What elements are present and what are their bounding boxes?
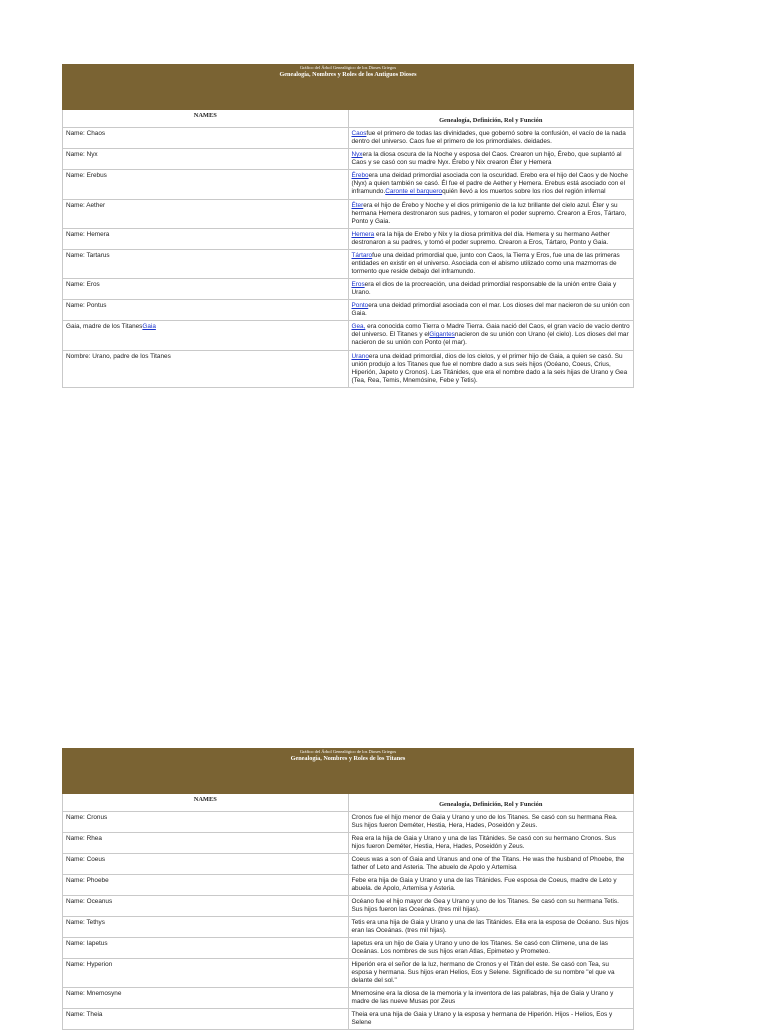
row-name: Name: Eros <box>63 279 349 300</box>
row-name: Name: Aether <box>63 200 349 229</box>
deity-link[interactable]: Eros <box>351 281 365 288</box>
row-name: Name: Erebus <box>63 170 349 200</box>
table-row <box>63 854 634 875</box>
table-row <box>63 812 634 833</box>
column-header-description: Genealogía, Definición, Rol y Función <box>348 794 634 812</box>
table-row <box>63 988 634 1009</box>
row-description <box>348 351 634 388</box>
table-row <box>63 170 634 200</box>
row-name: Name: Oceanus <box>63 896 349 917</box>
row-name: Name: Tethys <box>63 917 349 938</box>
table-row <box>63 229 634 250</box>
row-description <box>348 128 634 149</box>
row-text: era una deidad primordial, dios de los cielos, y el primer hijo de Gaia, a quien se casó. Su unión produjo a los Titanes que fue el nombre dado a sus seis hijos (Océano, Coeus, Crius, Hiperión, Japeto y Cronos). Las Titánides, que era el nombre dado a la seis hijas de Urano y Gea (Tea, Rea, Temis, Mnemósine, Febe y Tetis). <box>351 353 628 384</box>
row-name: Name: Cronus <box>63 812 349 833</box>
table-row <box>63 250 634 279</box>
row-text: era el dios de la procreación, una deidad primordial responsable de la unión entre Gaia y Urano. <box>351 281 617 296</box>
row-description: Mnemosine era la diosa de la memoria y la inventora de las palabras, hija de Gaia y Urano y madre de las nueve Musas por Zeus <box>348 988 634 1009</box>
row-text: era una deidad primordial asociada con la oscuridad. Erebo era el hijo del Caos y de Noche (Nyx) a quien también se casó. Él fue el padre de Aether y Hemera. Erebus está asociado con el inframundo. <box>351 172 628 195</box>
table-row <box>63 321 634 351</box>
row-text: nacieron de su unión con Urano (el cielo). Los dioses del mar nacieron de su unión con Ponto (el mar). <box>351 331 629 346</box>
row-description <box>348 170 634 200</box>
row-name: Name: Chaos <box>63 128 349 149</box>
gaia-link[interactable]: Gaia <box>142 323 156 330</box>
deity-link[interactable]: Érebo <box>351 172 369 179</box>
table-banner <box>63 749 634 794</box>
deity-link[interactable]: Ponto <box>351 302 369 309</box>
row-description: Iapetus era un hijo de Gaia y Urano y uno de los Titanes. Se casó con Climene, una de las Oceánas. Los nombres de sus hijos eran Atlas, Epimeteo y Prometeo. <box>348 938 634 959</box>
banner-subtitle: Gráfico del Árbol Genealógico de los Dioses Griegos <box>299 749 397 754</box>
column-header-names: NAMES <box>63 110 349 128</box>
row-name <box>63 321 349 351</box>
table-row <box>63 279 634 300</box>
table-banner <box>63 65 634 110</box>
table-row <box>63 200 634 229</box>
row-description: Theia era una hija de Gaia y Urano y la esposa y hermana de Hiperión. Hijos - Helios, Eos y Selene <box>348 1009 634 1030</box>
row-description <box>348 229 634 250</box>
table-row <box>63 351 634 388</box>
row-name: Name: Iapetus <box>63 938 349 959</box>
deity-link[interactable]: Caos <box>351 130 367 137</box>
row-description: Hiperión era el señor de la luz, hermano de Cronos y el Titán del este. Se casó con Tea, su esposa y hermana. Sus hijos eran Helios, Eos y Selene. Significado de su nombre "el que va delante del sol." <box>348 959 634 988</box>
row-name: Name: Mnemosyne <box>63 988 349 1009</box>
table-row <box>63 1009 634 1030</box>
row-description <box>348 300 634 321</box>
titans-table <box>62 748 634 1030</box>
column-header-description: Genealogía, Definición, Rol y Función <box>348 110 634 128</box>
banner-title: Genealogía, Nombres y Roles de los Antiguos Dioses <box>279 71 417 78</box>
giants-link[interactable]: Gigantes <box>429 331 455 338</box>
deity-link[interactable]: Nyx <box>351 151 363 158</box>
column-header-names: NAMES <box>63 794 349 812</box>
deity-link[interactable]: Éter <box>351 202 364 209</box>
row-description: Cronos fue el hijo menor de Gaia y Urano y uno de los Titanes. Se casó con su hermana Rea. Sus hijos fueron Deméter, Hestia, Hera, Hades, Poseidón y Zeus. <box>348 812 634 833</box>
table-row <box>63 875 634 896</box>
table-row <box>63 896 634 917</box>
row-text: quién llevó a los muertos sobre los ríos del región infernal <box>442 188 606 195</box>
row-description: Coeus was a son of Gaia and Uranus and one of the Titans. He was the husband of Phoebe, the father of Leto and Asteria. The abuelo de Apolo y Artemisa <box>348 854 634 875</box>
row-name: Name: Tartarus <box>63 250 349 279</box>
table-row <box>63 959 634 988</box>
banner-subtitle: Gráfico del Árbol Genealógico de los Dioses Griegos <box>299 65 397 70</box>
deity-link[interactable]: Urano <box>351 353 369 360</box>
table-row <box>63 833 634 854</box>
table-row <box>63 149 634 170</box>
row-name: Name: Nyx <box>63 149 349 170</box>
row-description <box>348 279 634 300</box>
row-description <box>348 250 634 279</box>
row-name: Name: Theia <box>63 1009 349 1030</box>
row-text: era la diosa oscura de la Noche y esposa del Caos. Crearon un hijo, Érebo, que suplantó al Caos y se casó con su madre Nyx. Érebo y Nix crearon Éter y Hemera <box>351 151 622 166</box>
table-row <box>63 128 634 149</box>
row-description <box>348 149 634 170</box>
table-row <box>63 938 634 959</box>
row-name: Name: Phoebe <box>63 875 349 896</box>
row-name-text: Gaia, madre de los Titanes <box>66 323 143 330</box>
row-name: Name: Rhea <box>63 833 349 854</box>
gods-table <box>62 64 634 388</box>
table-row <box>63 917 634 938</box>
row-description: Febe era hija de Gaia y Urano y una de las Titánides. Fue esposa de Coeus, madre de Leto y abuela. de Apolo, Artemisa y Asteria. <box>348 875 634 896</box>
row-description <box>348 200 634 229</box>
table-row <box>63 300 634 321</box>
row-description: Tetis era una hija de Gaia y Urano y una de las Titánides. Ella era la esposa de Océano. Sus hijos eran las Oceánas. (tres mil hijas). <box>348 917 634 938</box>
row-text: era conocida como Tierra o Madre Tierra. Gaia nació del Caos, el gran vacío de vacío dentro del universo. El Titanes y el <box>351 323 630 338</box>
row-name: Name: Coeus <box>63 854 349 875</box>
row-name: Name: Hemera <box>63 229 349 250</box>
row-name: Name: Hyperion <box>63 959 349 988</box>
row-text: fue una deidad primordial que, junto con Caos, la Tierra y Eros, fue una de las primeras entidades en existir en el universo. Asociada con el abismo utilizado como una mazmorras de tormento que reside debajo del inframundo. <box>351 252 620 275</box>
deity-link[interactable]: Gea, <box>351 323 366 330</box>
row-name: Nombre: Urano, padre de los Titanes <box>63 351 349 388</box>
row-text: era el hijo de Érebo y Noche y el dios primigenio de la luz brillante del cielo azul. Éter y su hermana Hemera destronaron sus padres, y tomaron el poder supremo. Crearon a Eros, Tártaro, Ponto y Gaia. <box>351 202 627 225</box>
row-description: Océano fue el hijo mayor de Gea y Urano y uno de los Titanes. Se casó con su hermana Tetis. Sus hijos fueron las Oceánas. (tres mil hijas). <box>348 896 634 917</box>
deity-link[interactable]: Hemera <box>351 231 375 238</box>
row-text: fue el primero de todas las divinidades, que gobernó sobre la confusión, el vacío de la nada dentro del universo. Caos fue el primero de los primordiales. deidades. <box>351 130 626 145</box>
row-description <box>348 321 634 351</box>
row-text: era la hija de Erebo y Nix y la diosa primitiva del día. Hemera y su hermano Aether destronaron a su padres, y tomó el poder supremo. Crearon a Eros, Tártaro, Ponto y Gaia. <box>351 231 610 246</box>
row-description: Rea era la hija de Gaia y Urano y una de las Titánides. Se casó con su hermano Cronos. Sus hijos fueron Deméter, Hestia, Hera, Hades, Poseidón y Zeus. <box>348 833 634 854</box>
banner-title: Genealogía, Nombres y Roles de los Titanes <box>290 755 406 762</box>
charon-link[interactable]: Caronte el barquero <box>385 188 443 195</box>
deity-link[interactable]: Tártaro <box>351 252 373 259</box>
row-text: era una deidad primordial asociada con el mar. Los dioses del mar nacieron de su unión con Gaia. <box>351 302 630 317</box>
row-name: Name: Pontus <box>63 300 349 321</box>
